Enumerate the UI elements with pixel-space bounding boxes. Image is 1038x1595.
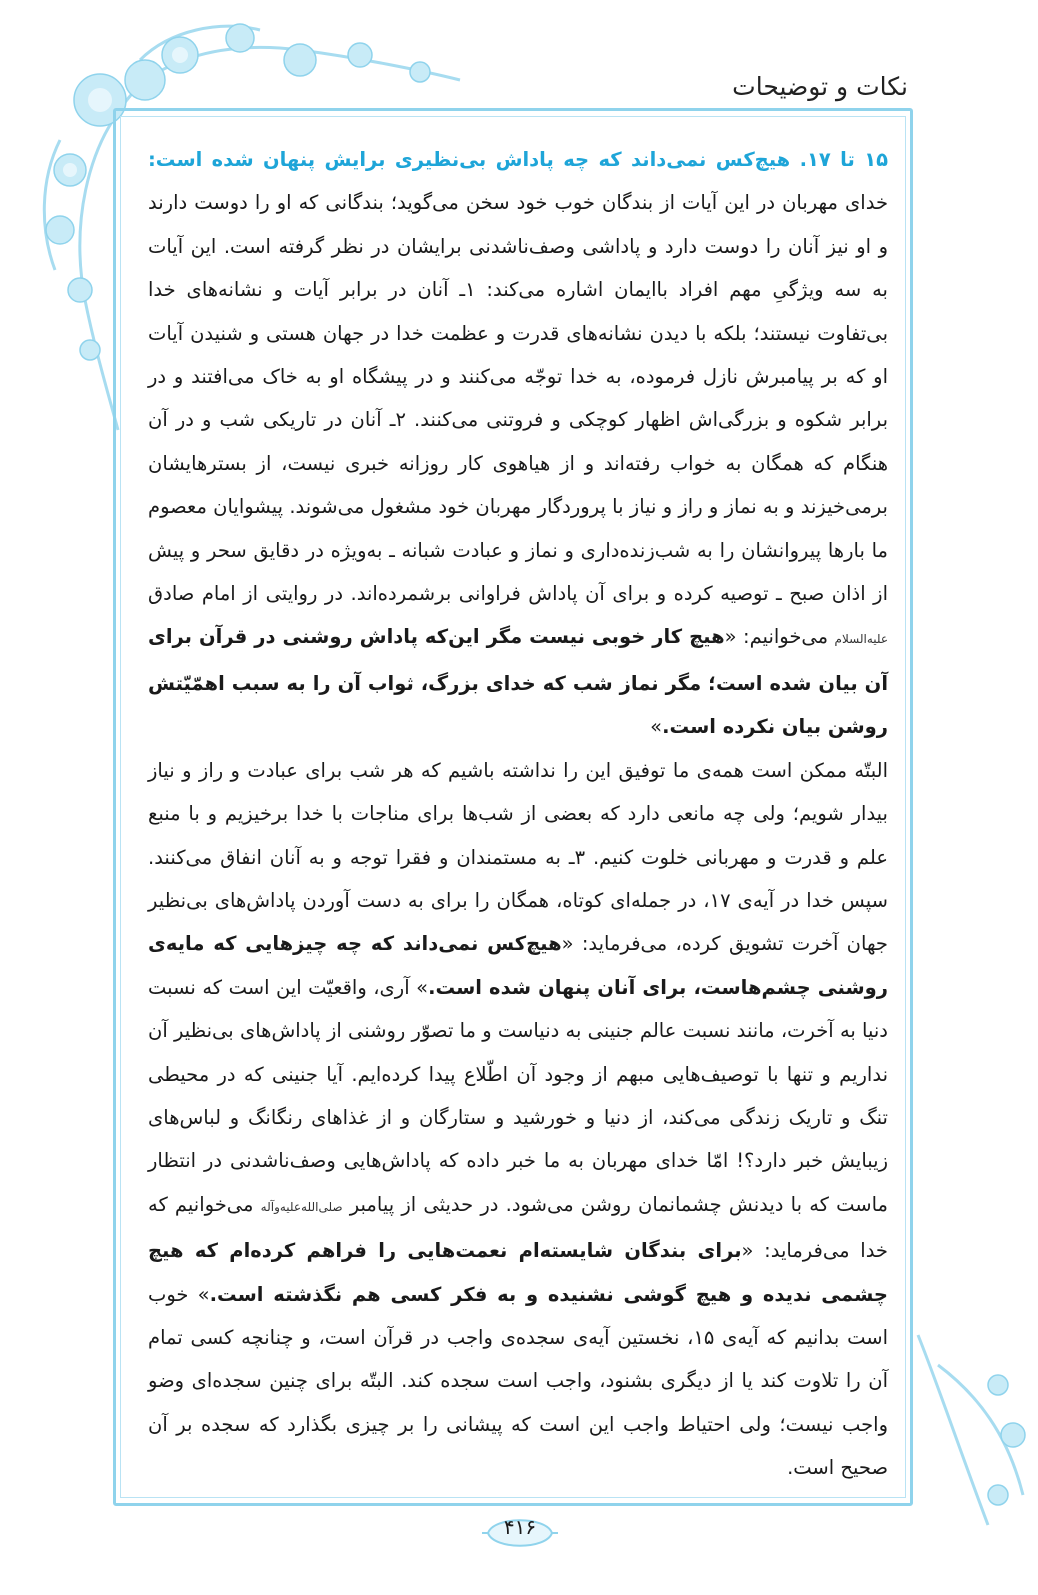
body-text bbox=[148, 138, 888, 1490]
honorific-symbol: صلی‌الله‌علیه‌وآله bbox=[260, 1199, 343, 1214]
paragraph-2-text-3: می‌خوانیم که خدا می‌فرماید: « bbox=[148, 1192, 888, 1263]
paragraph-1-text-1: خدای مهربان در این آیات از بندگان خوب خود سخن می‌گوید؛ بندگانی که او را دوست دارند و او نیز آنان را دوست دارد و پاداشی وصف‌ناشدنی برایشان در نظر گرفته است. این آیات به سه ویژگیِ مهم افراد باایمان اشاره می‌کند: ۱ـ آنان در برابر آیات و نشانه‌های خدا بی‌تفاوت نیستند؛ بلکه با دیدن نشانه‌های قدرت و عظمت خدا در جهان هستی و شنیدن آیات او که بر پیامبرش نازل فرموده، به خدا توجّه می‌کنند و در پیشگاه او به خاک می‌افتند و در برابر شکوه و بزرگی‌اش اظهار کوچکی و فروتنی می‌کنند. ۲ـ آنان در تاریکی شب و در آن هنگام که همگان به خواب رفته‌اند و از هیاهوی کار روزانه خبری نیست، از بسترهایشان برمی‌خیزند و به نماز و راز و نیاز با پروردگار مهربان خود مشغول می‌شوند. پیشوایان معصوم ما بارها پیروانشان را به شب‌زنده‌داری و نماز و عبادت شبانه ـ به‌ویژه در دقایق سحر و پیش از اذان صبح ـ توصیه کرده و برای آن پاداش فراوانی برشمرده‌اند. در روایتی از امام صادق bbox=[148, 191, 888, 606]
verse-quote: هیچ‌کس نمی‌داند که چه چیزهایی که مایه‌ی روشنی چشم‌هاست، برای آنان پنهان شده است. bbox=[148, 932, 888, 999]
paragraph-2-text-1: البتّه ممکن است همه‌ی ما توفیق این را نداشته باشیم که هر شب برای عبادت و راز و نیاز بیدار شویم؛ ولی چه مانعی دارد که بعضی از شب‌ها برای مناجات با خدا برخیزیم و با منبع علم و قدرت و مهربانی خلوت کنیم. ۳ـ به مستمندان و فقرا توجه و به آنان انفاق می‌کنند. سپس خدا در آیه‌ی ۱۷، در جمله‌ای کوتاه، همگان را برای به دست آوردن پاداش‌های بی‌نظیر جهان آخرت تشویق کرده، می‌فرماید: « bbox=[148, 758, 888, 956]
honorific-symbol: علیه‌السلام bbox=[834, 632, 889, 647]
paragraph-2-text-2: » آری، واقعیّت این است که نسبت دنیا به آخرت، مانند نسبت عالم جنینی به دنیاست و ما تصوّر روشنی از پاداش‌های بی‌نظیر آن نداریم و تنها با توصیف‌هایی مبهم از وجود آن اطّلاع پیدا کرده‌ایم. آیا جنینی که در محیطی تنگ و تاریک زندگی می‌کند، از دنیا و خورشید و ستارگان و از غذاهای رنگانگ و لباس‌های زیبایش خبر دارد؟! امّا خدای مهربان به ما خبر داده که پاداش‌هایی وصف‌ناشدنی در انتظار ماست که با دیدنش چشمانمان روشن می‌شود. در حدیثی از پیامبر bbox=[148, 975, 888, 1216]
paragraph-1 bbox=[148, 138, 888, 749]
paragraph-1-text-2: می‌خوانیم: « bbox=[724, 625, 835, 649]
hadith-quote: برای بندگان شایسته‌ام نعمت‌هایی را فراهم کرده‌ام که هیچ چشمی ندیده و هیچ گوشی نشنیده و به فکر کسی هم نگذشته است. bbox=[148, 1239, 888, 1306]
hadith-quote: هیچ کار خوبی نیست مگر این‌که پاداش روشنی در قرآن برای آن بیان شده است؛ مگر نماز شب که خدای بزرگ، ثواب آن را به سبب اهمّیّتش روشن بیان نکرده است. bbox=[148, 625, 888, 739]
floral-ornament-bottom-right-icon bbox=[898, 1325, 1038, 1545]
section-heading: ۱۵ تا ۱۷. هیچ‌کس نمی‌داند که چه پاداش بی‌نظیری برایش پنهان شده است: bbox=[148, 148, 888, 171]
page-header-title: نکات و توضیحات bbox=[732, 72, 908, 101]
paragraph-2-text-4: » خوب است بدانیم که آیه‌ی ۱۵، نخستین آیه‌ی سجده‌ی واجب در قرآن است، و چنانچه کسی تمام آن را تلاوت کند یا از دیگری بشنود، واجب است سجده کند. البتّه برای چنین سجده‌ای وضو واجب نیست؛ ولی احتیاط واجب این است که پیشانی را بر چیزی بگذارد که سجده بر آن صحیح است. bbox=[148, 1282, 888, 1480]
paragraph-1-text-3: » bbox=[650, 715, 663, 739]
page-number: ۴۱۶ bbox=[503, 1515, 537, 1539]
paragraph-2 bbox=[148, 749, 888, 1490]
